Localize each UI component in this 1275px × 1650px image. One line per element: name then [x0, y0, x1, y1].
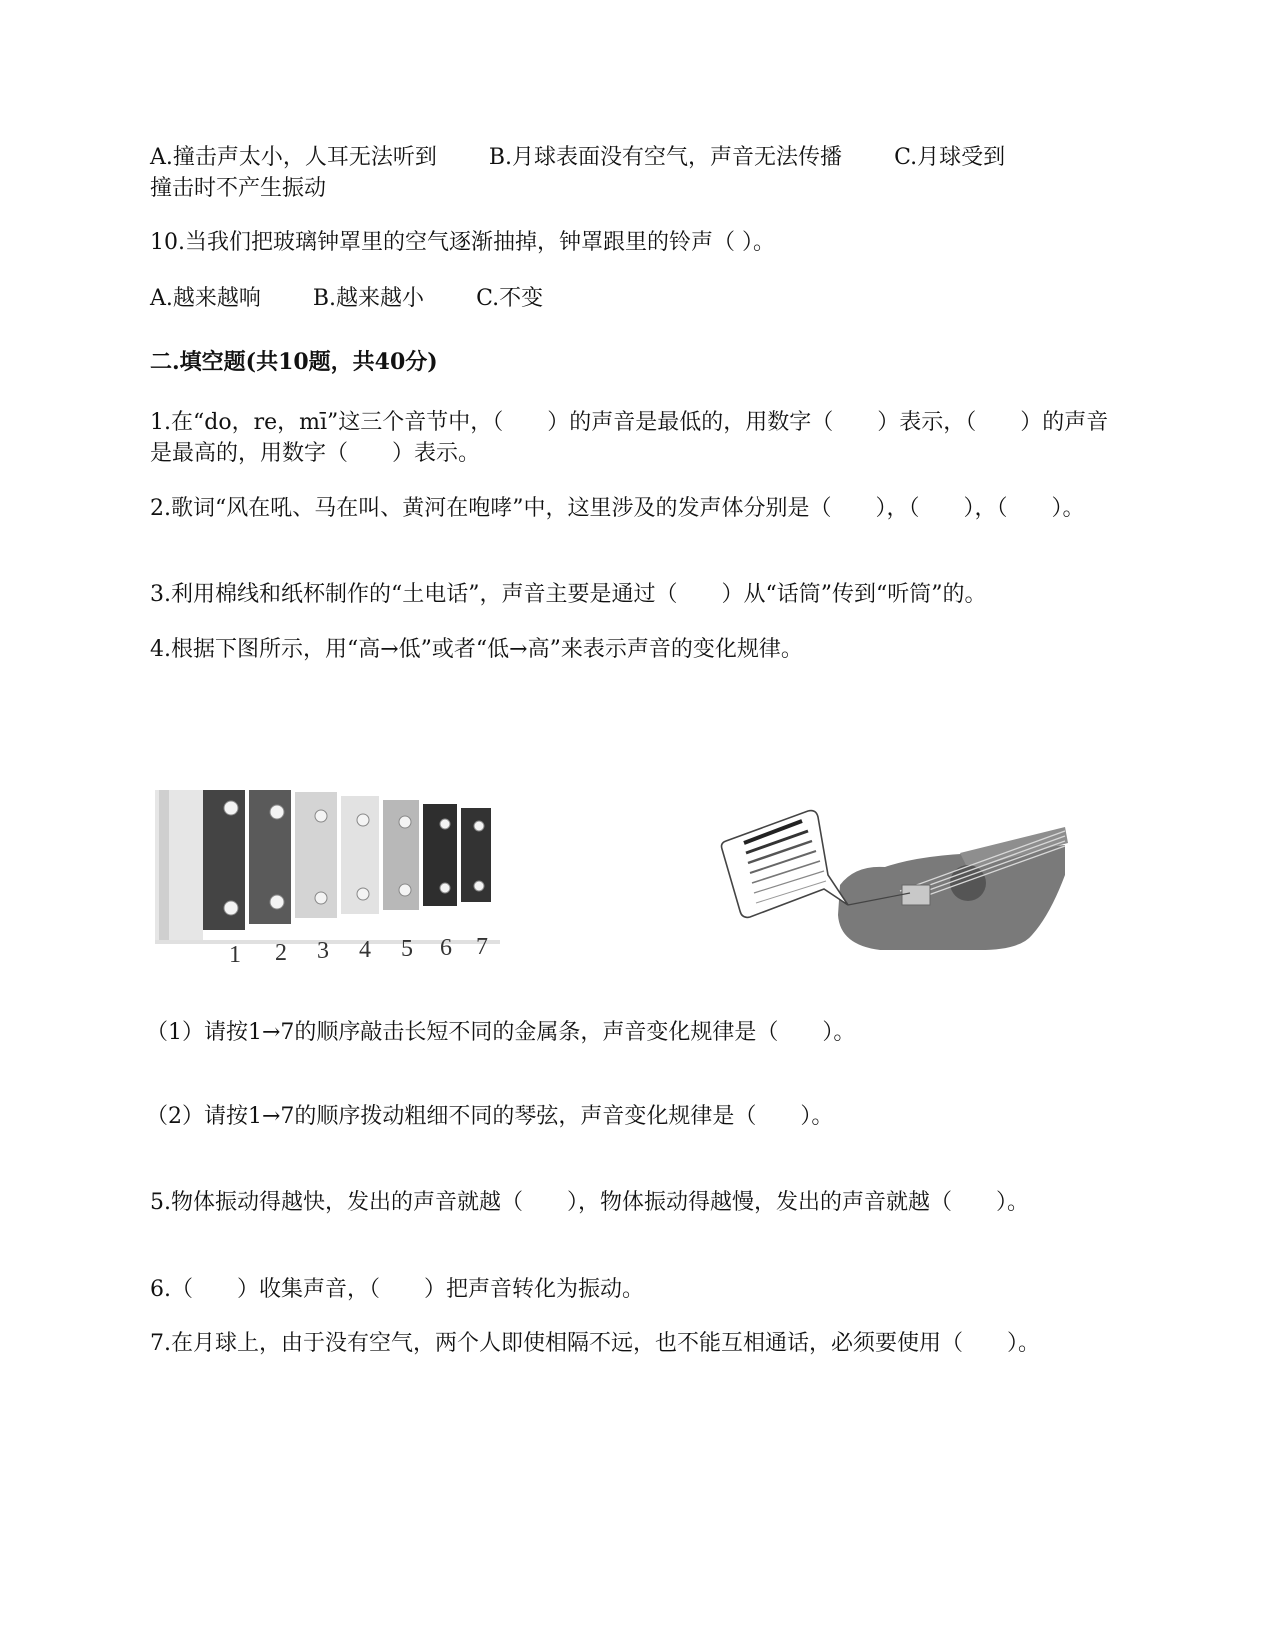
section-heading-fill-blank: 二.填空题(共10题，共40分) — [150, 349, 438, 375]
fill-q7: 7.在月球上，由于没有空气，两个人即使相隔不远，也不能互相通话，必须要使用（ ）。 — [150, 1331, 1040, 1356]
q10-option-a: A.越来越响 — [150, 286, 261, 311]
xylophone-number-6: 6 — [440, 935, 452, 961]
xylophone-number-1: 1 — [229, 942, 241, 968]
xylophone-bars — [203, 790, 491, 930]
guitar-body — [838, 845, 1065, 950]
fill-q4: 4.根据下图所示，用“高→低”或者“低→高”来表示声音的变化规律。 — [150, 637, 803, 662]
q9-option-a: A.撞击声太小，人耳无法听到 — [150, 145, 437, 170]
q10-option-b: B.越来越小 — [312, 286, 425, 311]
xylophone-number-7: 7 — [476, 934, 488, 960]
q9-option-b: B.月球表面没有空气，声音无法传播 — [488, 145, 843, 170]
guitar-figure — [720, 805, 1120, 1005]
q9-option-c: C.月球受到 — [894, 145, 1006, 170]
fill-q4-sub2: （2）请按1→7的顺序拨动粗细不同的琴弦，声音变化规律是（ ）。 — [146, 1104, 834, 1129]
fill-q4-sub1: （1）请按1→7的顺序敲击长短不同的金属条，声音变化规律是（ ）。 — [146, 1020, 856, 1045]
guitar-bridge — [902, 885, 930, 905]
fill-q1: 1.在“do，re，mī”这三个音节中，（ ）的声音是最低的，用数字（ ）表示，（ ）的声音是最高的，用数字（ ）表示。 — [150, 410, 1109, 466]
q10-option-c: C.不变 — [476, 286, 544, 311]
xylophone-number-5: 5 — [401, 936, 413, 962]
fill-q3: 3.利用棉线和纸杯制作的“土电话”，声音主要是通过（ ）从“话筒”传到“听筒”的。 — [150, 582, 987, 607]
fill-q6: 6.（ ）收集声音，（ ）把声音转化为振动。 — [150, 1277, 644, 1302]
q10-text: 10.当我们把玻璃钟罩里的空气逐渐抽掉，钟罩跟里的铃声（ ）。 — [150, 230, 775, 255]
xylophone-number-3: 3 — [317, 938, 329, 964]
q9-options-line — [150, 143, 1005, 173]
xylophone-figure — [155, 790, 515, 1005]
xylophone-number-4: 4 — [359, 937, 371, 963]
fill-q2: 2.歌词“风在吼、马在叫、黄河在咆哮”中，这里涉及的发声体分别是（ ），（ ），（ ）。 — [150, 496, 1085, 521]
fill-q5: 5.物体振动得越快，发出的声音就越（ ），物体振动得越慢，发出的声音就越（ ）。 — [150, 1190, 1029, 1215]
q10-options — [150, 284, 543, 314]
xylophone-number-2: 2 — [275, 940, 287, 966]
q9-option-c-continued: 撞击时不产生振动 — [150, 176, 327, 201]
